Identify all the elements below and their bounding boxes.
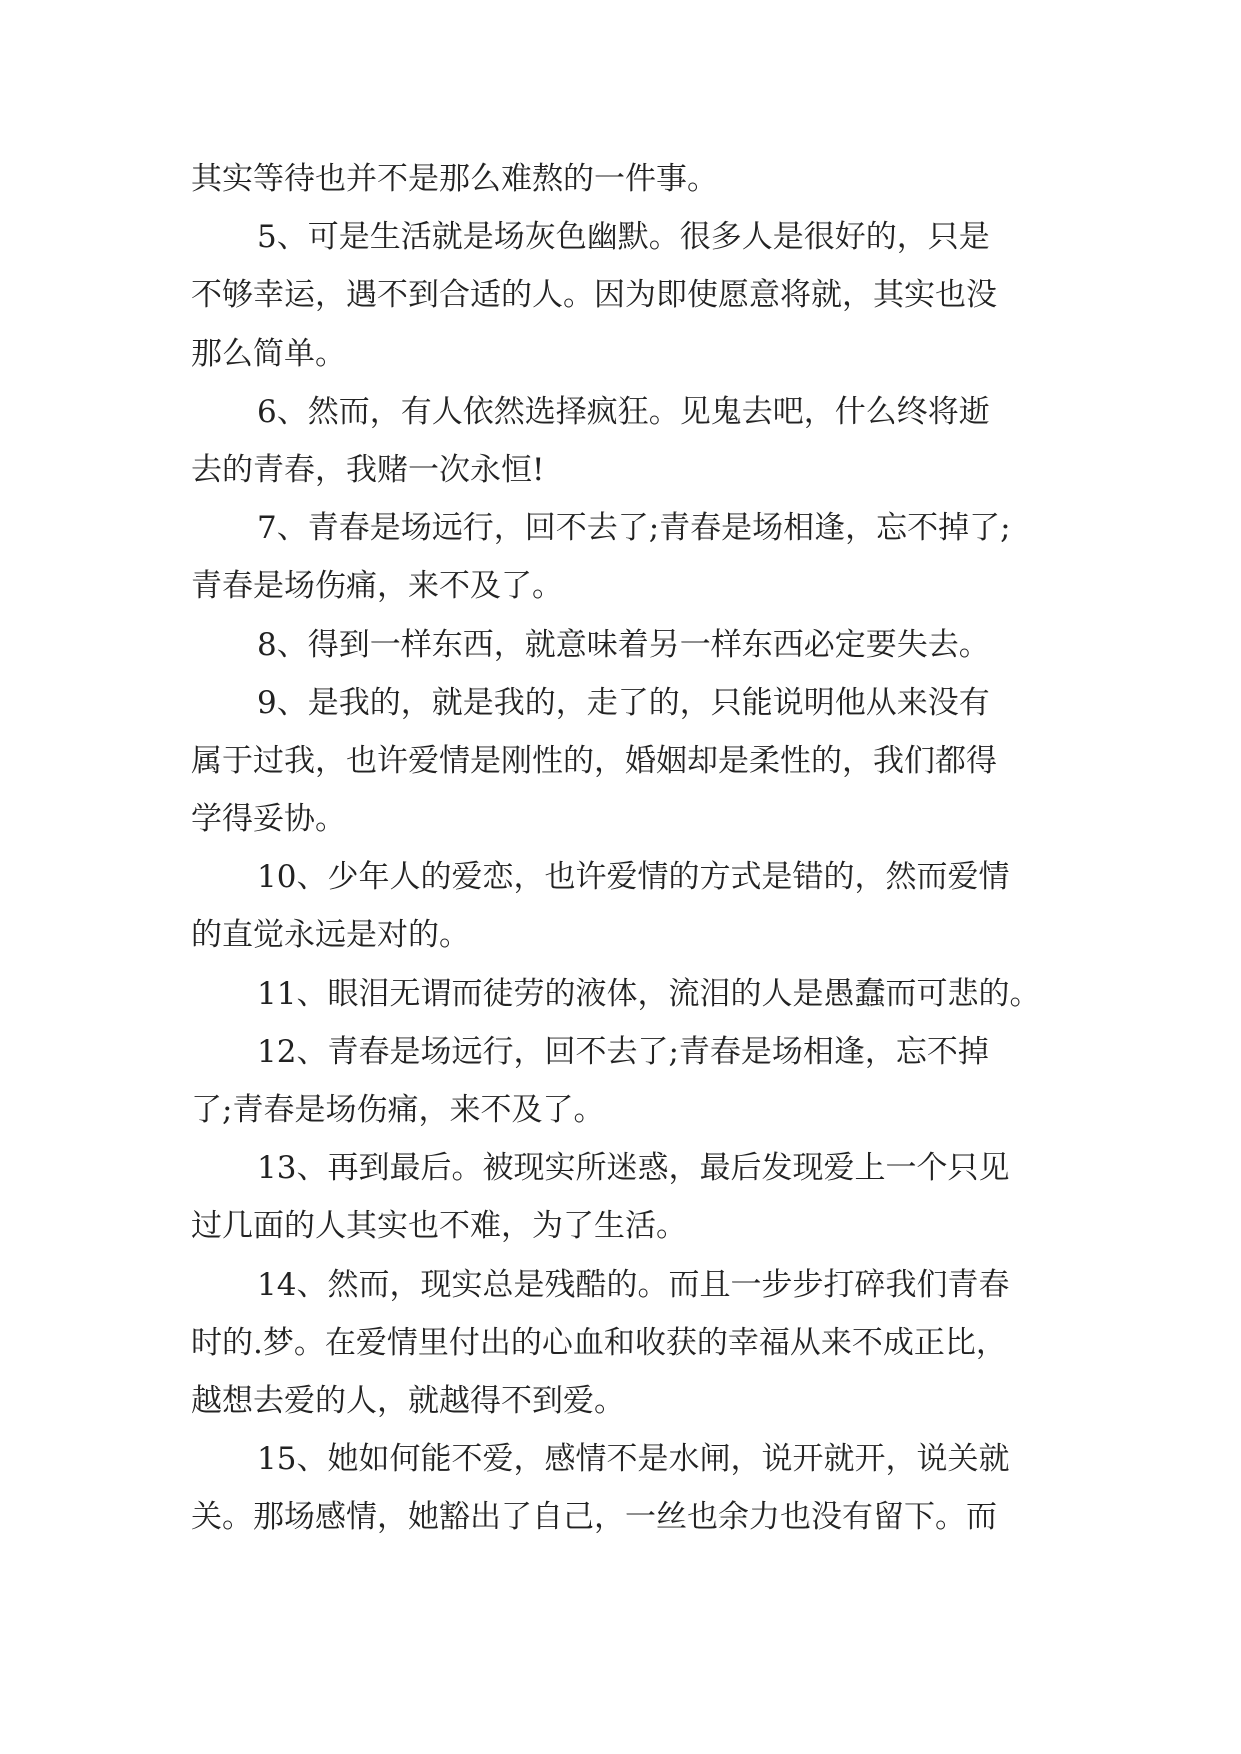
text-line: 属于过我，也许爱情是刚性的，婚姻却是柔性的，我们都得	[191, 742, 997, 779]
text-line: 过几面的人其实也不难，为了生活。	[191, 1208, 687, 1245]
text-line: 的直觉永远是对的。	[191, 917, 470, 954]
text-line: 去的青春，我赌一次永恒!	[191, 451, 545, 488]
text-line: 其实等待也并不是那么难熬的一件事。	[191, 161, 718, 197]
text-line: 关。那场感情，她豁出了自己，一丝也余力也没有留下。而	[191, 1499, 997, 1536]
text-line: 6、然而，有人依然选择疯狂。见鬼去吧，什么终将逝	[257, 393, 990, 430]
text-line: 14、然而，现实总是残酷的。而且一步步打碎我们青春	[257, 1266, 1010, 1303]
text-line: 学得妥协。	[191, 801, 346, 838]
text-line: 时的.梦。在爱情里付出的心血和收获的幸福从来不成正比，	[191, 1324, 1007, 1361]
text-line: 15、她如何能不爱，感情不是水闸，说开就开，说关就	[257, 1441, 1010, 1478]
text-line: 10、少年人的爱恋，也许爱情的方式是错的，然而爱情	[257, 859, 1010, 896]
text-line: 不够幸运，遇不到合适的人。因为即使愿意将就，其实也没	[191, 277, 997, 314]
document-body	[191, 150, 1051, 1547]
text-line: 青春是场伤痛，来不及了。	[191, 568, 563, 605]
text-line: 越想去爱的人，就越得不到爱。	[191, 1382, 625, 1419]
text-line: 那么简单。	[191, 335, 346, 372]
text-line: 了;青春是场伤痛，来不及了。	[191, 1092, 605, 1128]
text-line: 7、青春是场远行，回不去了;青春是场相逢，忘不掉了;	[257, 510, 1011, 547]
text-line: 8、得到一样东西，就意味着另一样东西必定要失去。	[257, 626, 990, 663]
text-line: 11、眼泪无谓而徒劳的液体，流泪的人是愚蠢而可悲的。	[257, 975, 1041, 1012]
text-line: 12、青春是场远行，回不去了;青春是场相逢，忘不掉	[257, 1033, 989, 1070]
text-line: 13、再到最后。被现实所迷惑，最后发现爱上一个只见	[257, 1150, 1010, 1187]
text-line: 9、是我的，就是我的，走了的，只能说明他从来没有	[257, 684, 990, 721]
text-line: 5、可是生活就是场灰色幽默。很多人是很好的，只是	[257, 219, 990, 256]
